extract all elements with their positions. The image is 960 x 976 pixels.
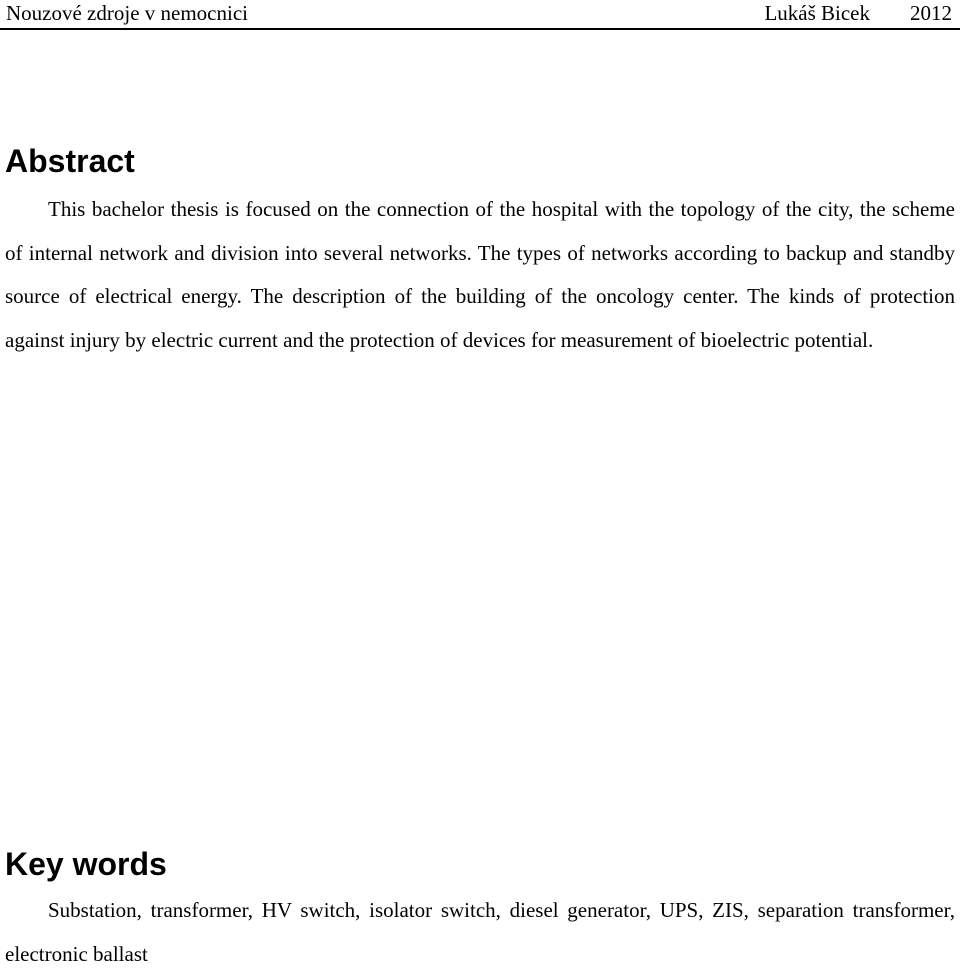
header-year: 2012 bbox=[910, 1, 952, 25]
keywords-heading: Key words bbox=[5, 846, 167, 882]
running-header bbox=[0, 0, 960, 30]
keywords-paragraph: Substation, transformer, HV switch, isolator switch, diesel generator, UPS, ZIS, separation transformer, electronic ballast bbox=[5, 898, 955, 966]
abstract-heading: Abstract bbox=[5, 143, 135, 179]
header-author: Lukáš Bicek bbox=[764, 1, 870, 25]
abstract-paragraph: This bachelor thesis is focused on the connection of the hospital with the topology of the city, the scheme of internal network and division into several networks. The types of networks according to backup and standby source of electrical energy. The description of the building of the oncology center. The kinds of protection against injury by electric current and the protection of devices for measurement of bioelectric potential. bbox=[5, 197, 955, 352]
header-thesis-title: Nouzové zdroje v nemocnici bbox=[6, 1, 248, 25]
